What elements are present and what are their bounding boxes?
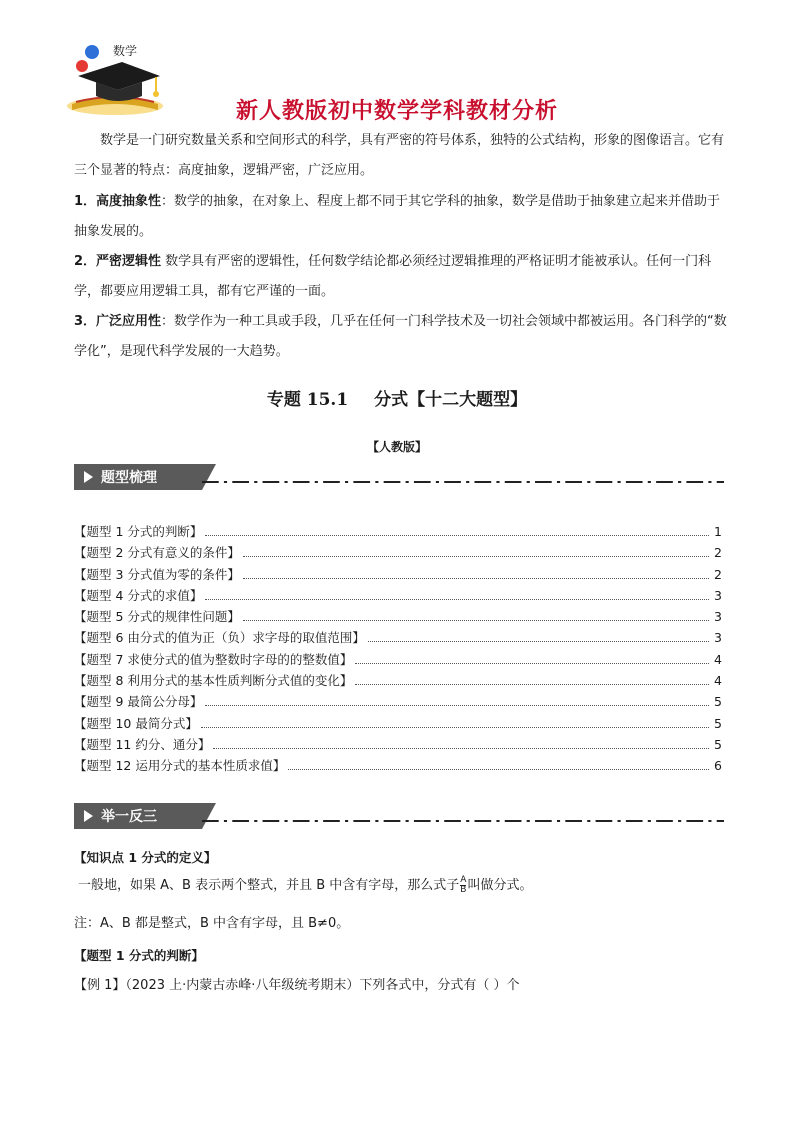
toc-leader <box>355 663 709 664</box>
dash-dot-divider <box>202 479 724 485</box>
intro-paragraph: 数学是一门研究数量关系和空间形式的科学，具有严密的符号体系，独特的公式结构，形象的图像语言。它有三个显著的特点：高度抽象，逻辑严密，广泛应用。 <box>74 133 725 178</box>
feature-label: 2．严密逻辑性 <box>74 254 162 269</box>
toc-leader <box>368 641 709 642</box>
section-title: 题型梳理 <box>101 470 157 486</box>
toc-page: 2 <box>714 566 722 582</box>
edition-label: 【人教版】 <box>366 440 427 454</box>
definition-after: 叫做分式。 <box>467 878 533 893</box>
toc-item[interactable] <box>74 628 722 649</box>
toc-label: 【题型 10 最简分式】 <box>74 715 198 731</box>
toc-item[interactable] <box>74 586 722 607</box>
toc-item[interactable] <box>74 543 722 564</box>
toc-page: 3 <box>714 630 722 646</box>
example-1: 【例 1】（2023 上·内蒙古赤峰·八年级统考期末）下列各式中，分式有（ ）个 <box>74 978 520 993</box>
feature-text: ：数学作为一种工具或手段，几乎在任何一门科学技术及一切社会领域中都被运用。各门科学的“数学化”，是现代科学发展的一大趋势。 <box>74 314 727 359</box>
feature-logic <box>74 247 730 307</box>
play-arrow-icon <box>84 471 93 483</box>
topic-name: 分式【十二大题型】 <box>374 390 528 410</box>
toc-item[interactable] <box>74 735 722 756</box>
toc-label: 【题型 11 约分、通分】 <box>74 736 211 752</box>
topic-number: 专题 15.1 <box>266 390 349 410</box>
toc-leader <box>243 620 709 621</box>
toc-label: 【题型 1 分式的判断】 <box>74 524 203 539</box>
section-title: 举一反三 <box>101 809 157 825</box>
toc-leader <box>205 705 709 706</box>
toc-item[interactable] <box>74 565 722 586</box>
toc-page: 6 <box>714 758 722 774</box>
feature-abstraction <box>74 187 730 247</box>
toc-item[interactable] <box>74 522 722 543</box>
topic-title <box>0 385 794 410</box>
logo-label: 数学 <box>113 44 138 58</box>
toc-item[interactable] <box>74 671 722 692</box>
toc-page: 5 <box>714 694 722 710</box>
toc-leader <box>288 769 709 770</box>
toc-page: 3 <box>714 587 722 603</box>
feature-text: ：数学的抽象，在对象上、程度上都不同于其它学科的抽象，数学是借助于抽象建立起来并借助于抽象发展的。 <box>74 194 721 239</box>
toc-item[interactable] <box>74 607 722 628</box>
definition-before: 一般地，如果 A、B 表示两个整式，并且 B 中含有字母，那么式子 <box>78 878 460 893</box>
toc-page: 4 <box>714 673 722 689</box>
toc-label: 【题型 3 分式值为零的条件】 <box>74 566 240 582</box>
feature-label: 1．高度抽象性 <box>74 194 162 209</box>
fraction-a-over-b <box>460 876 466 895</box>
toc-label: 【题型 6 由分式的值为正（负）求字母的取值范围】 <box>74 630 365 646</box>
feature-application <box>74 307 730 367</box>
dash-dot-divider <box>202 818 724 824</box>
toc-item[interactable] <box>74 650 722 671</box>
toc-leader <box>205 599 709 600</box>
toc-label: 【题型 4 分式的求值】 <box>74 587 203 603</box>
toc-leader <box>201 727 709 728</box>
toc-leader <box>243 556 709 557</box>
toc-label: 【题型 9 最简公分母】 <box>74 694 203 710</box>
toc-label: 【题型 5 分式的规律性问题】 <box>74 609 240 625</box>
section-header-practice <box>74 803 724 833</box>
toc-page: 5 <box>714 736 722 752</box>
toc-leader <box>205 535 709 536</box>
toc-page: 3 <box>714 609 722 625</box>
toc-page: 5 <box>714 715 722 731</box>
fraction-numerator: A <box>460 875 467 885</box>
toc-page: 4 <box>714 651 722 667</box>
toc-leader <box>355 684 709 685</box>
page-title: 新人教版初中数学学科教材分析 <box>235 99 558 124</box>
toc-label: 【题型 12 运用分式的基本性质求值】 <box>74 758 286 774</box>
toc-item[interactable] <box>74 692 722 713</box>
question-type-heading: 【题型 1 分式的判断】 <box>74 948 204 963</box>
toc-page: 2 <box>714 545 722 561</box>
table-of-contents <box>74 522 722 778</box>
feature-text: 数学具有严密的逻辑性，任何数学结论都必须经过逻辑推理的严格证明才能被承认。任何一门科学，都要应用逻辑工具，都有它严谨的一面。 <box>74 254 712 299</box>
fraction-denominator: B <box>460 885 467 895</box>
section-header-toc <box>74 464 724 494</box>
toc-leader <box>243 578 709 579</box>
toc-leader <box>213 748 709 749</box>
toc-item[interactable] <box>74 714 722 735</box>
play-arrow-icon <box>84 810 93 822</box>
feature-label: 3．广泛应用性 <box>74 314 162 329</box>
toc-label: 【题型 2 分式有意义的条件】 <box>74 545 240 561</box>
knowledge-heading: 【知识点 1 分式的定义】 <box>74 850 217 865</box>
section-tab <box>74 464 202 490</box>
definition-text <box>78 871 734 901</box>
toc-page: 1 <box>714 524 722 539</box>
toc-label: 【题型 7 求使分式的值为整数时字母的的整数值】 <box>74 651 353 667</box>
section-tab <box>74 803 202 829</box>
definition-note: 注：A、B 都是整式，B 中含有字母，且 B≠0。 <box>74 916 350 931</box>
toc-item[interactable] <box>74 756 722 777</box>
toc-label: 【题型 8 利用分式的基本性质判断分式值的变化】 <box>74 673 353 689</box>
